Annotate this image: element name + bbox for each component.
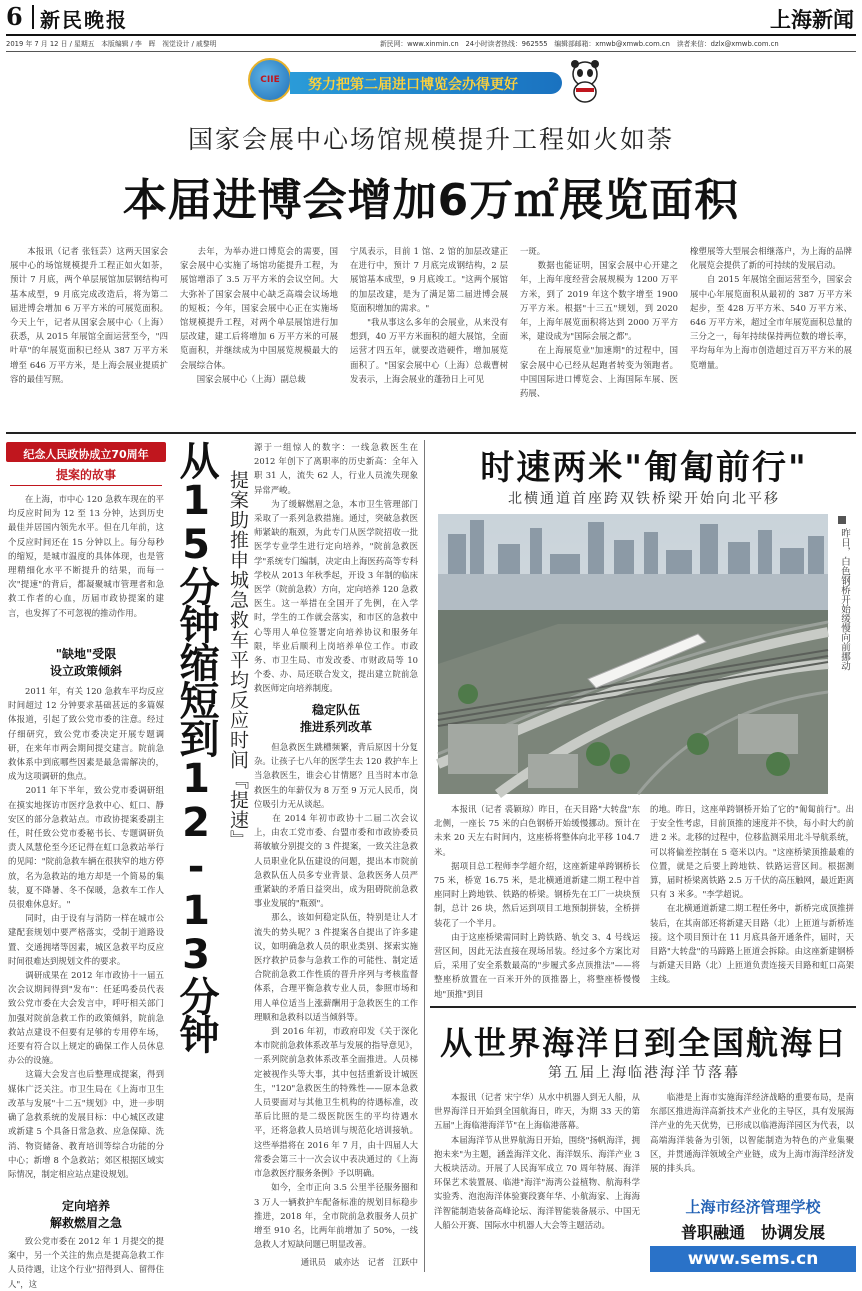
ambulance-headline: 从15分钟缩短到12-13分钟 [173, 440, 219, 1052]
ambulance-byline: 通讯员 戚亦达 记者 江跃中 [300, 1257, 418, 1267]
bridge-headline: 时速两米"匍匐前行" [480, 448, 808, 488]
masthead-divider [32, 5, 34, 29]
expo-col-2: 去年，为举办进口博览会的需要，国家会展中心实施了场馆功能提升工程，为展馆增添了 3.5 万平方米的会议空间。大大弥补了国家会展中心缺乏高端会议场地的短板；今年，国家会展中心正在实施场馆规模提升工程，对两个单层展馆进行加层改建，建工后将增加 6 万平方米的可展览面积，并继续成为中国展览规模最大的会展综合体。 国家会展中心（上海）副总裁 [180, 246, 338, 384]
photo-caption: 昨日，白色钢桥开始缓慢向前挪动 [839, 528, 850, 671]
paper-name: 新民晚报 [40, 8, 128, 32]
section-name: 上海新闻 [770, 8, 854, 32]
info-rule [6, 51, 856, 52]
expo-col-3: 宁凤表示，目前 1 馆、2 馆的加层改建正在进行中，预计 7 月底完成钢结构，2 层展馆基本成型，9 月底竣工。"这两个展馆的加层改建，是为了满足第二届进博会展览面积增加的需求。" "我从事这么多年的会展业，从来没有想到，40 万平方米面积的超大展馆，全面运营才四五年，就要改造硬件，增加展览面积了。"国家会展中心（上海）总裁曹树发表示，上海会展业的蓬勃日上可见 [350, 246, 508, 384]
page-number: 6 [6, 2, 23, 31]
ambulance-subhead: 提案助推申城急救车平均反应时间『提速』 [227, 470, 249, 850]
slogan-bar [290, 72, 562, 94]
school-slogan: 普职融通 协调发展 [680, 1223, 825, 1242]
column-name: 提案的故事 [55, 468, 116, 482]
ciie-banner [246, 58, 612, 104]
section-rule [6, 432, 856, 434]
bridge-subhead: 北横通道首座跨双铁桥梁开始向北平移 [508, 491, 780, 507]
ambulance-col-1c: 致公党市委在 2012 年 1 月提交的提案中，另一个关注的焦点是提高急救工作人员待遇，让这个行业"招得到人、留得住人"，这 [8, 1236, 164, 1289]
ocean-headline: 从世界海洋日到全国航海日 [439, 1024, 848, 1062]
cppcc-tag [6, 442, 166, 462]
section-title-3: 稳定队伍 推进系列改革 [299, 703, 372, 734]
ambulance-col-1b: 2011 年，有关 120 急救车平均反应时间超过 12 分钟要求基础甚远的多篇媒体报道，引起了致公党市委的注意。经过仔细研究，致公党市委决定开展专题调研，在来年市两会期间提交建言。院前急救体系中到底哪些因素是最急需解决的，成为这项调研的焦点。 2011 年下半年，致公党市委调研组在摸实地探访市医疗急救中心、虹口、静安区的部分急救站点。市政协提案委副主任，时任致公党市委秘书长、专题调研负责人凤慧伦至今还记得在虹口急救站举行的见闻："院前急救车辆在很狭窄的地方停放，名为急救站的地方却是一个简易的集装，夏不降暑、冬不保暖，急救车工作人员很难休息好。" 同时，由于设有与消防一样在城市公建配套规划中要严格落实，受制于道路设置、交通拥堵等因素，城区急救平均反应时间很难达到规划文件的要求。 调研成果在 2012 年市政协十一届五次会议期间得到"发布"：任延鸣委员代表致公党市委在大会发言中，呼吁相关部门加强对院前急救工作的政策倾斜，院前急救站点建设不但要有足够的专用停车场，还要有符合以上规定的确保工作人员休息办公的设施。 这篇大会发言也后整理成提案，得到媒体广泛关注。市卫生局在《上海市卫生改革与发展"十二五"规划》中，进一步明确了急救系统的发展目标：中心城区改建或新建 5 个具备日常急救、应急保障、洗消、物资储备、教育培训等综合功能的分中心；新增 8 个急救站；郊区根据区域实际情况，制定相应站点建设规划。 [8, 686, 164, 1179]
caption-marker [838, 516, 846, 524]
school-ad [650, 1196, 856, 1276]
contact-info: 新民网：www.xinmin.cn 24小时读者热线：962555 编辑部邮箱：xmwb@xmwb.com.cn 读者来信：dzlx@xmwb.com.cn [380, 40, 779, 48]
expo-kicker: 国家会展中心场馆规模提升工程如火如荼 [187, 125, 674, 154]
ambulance-col-2b: 但急救医生跳槽频繁，背后原因十分复杂。让孩子七八年的医学生去 120 救护车上当急救医生，谁会心甘情愿？且当时本市急救医生的年薪仅为 8 万至 9 万元人民币，岗位吸引力无从谈起。 在 2014 年初市政协十二届二次会议上，由农工党市委、台盟市委和市政协委员蒋敏敏分别提交的 3 件提案，一致关注急救人员职业化队伍建设的问题，提出本市院前急救队伍人员多专业背景、急救医务人员严重紧缺的矛盾日益突出，成为阻碍院前急救事业发展的"瓶颈"。 那么，该如何稳定队伍，特别是让人才流失的势头呢？3 件提案各自提出了许多建议，如明确急救人员的职业类别、探索实施医疗救护员参与急救工作的可能性、制定适合院前急救工作性质的晋升序列与考核监督体系，合理平衡急救专业人员，参照市场和用人单位适当上涨薪酬用于急救医生的工作理顺和急救科以适当倾斜等。 到 2016 年初，市政府印发《关于深化本市院前急救体系改革与发展的指导意见》，一系列院前急救体系改革全面推进。人员梯定被视作头等大事，其中包括重新设计城医生，"120"急救医生的特殊性——原本急救人员要面对与其他卫生机构的待遇标准，改革后比照的是二级医院医生的平均待遇水平，还将急救人员培训与规范化培训接轨。这些举措将在 2016 年 7 月，由十四届人大常委会第三十一次会议中表决通过的《上海市急救医疗服务条例》予以明确。 如今，全市正向 3.5 公里半径服务圈和 3 万人一辆救护车配备标准的规划目标稳步推进，2018 年，全市院前急救服务人员扩增至 910 名，比两年前增加了 50%，一线急救人才短缺问题已明显改善。 [254, 742, 418, 1250]
section-title-2: 定向培养 解救燃眉之急 [49, 1199, 122, 1230]
cppcc-tag-text: 纪念人民政协成立70周年 [23, 448, 149, 461]
ciie-logo [248, 58, 292, 102]
school-website[interactable]: www.sems.cn [687, 1249, 819, 1269]
ambulance-col-2a: 源于一组惊人的数字：一线急救医生在 2012 年创下了离职率的历史新高：全年入职 31 人，流失 62 人，行业人员流失现象异常严峻。 为了缓解燃眉之急，本市卫生管理部门采取了一系列急救措施。通过，突破急救医师紧缺的瓶颈，为此专门从医学院招收一批医学专业学生进行定向培养，"院前急救医学"系统专门编制，决定由上海医药高等专科学校从 2013 年秋季起，开设 3 年制的临床医学（院前急救）方向，定向培养 120 急救医生。这一举措在全国开了先例，在入学时，学生的工作就会落实，和市区的急救中心等用人单位签署定向培养协议和服务年限，毕业后顺利上岗培养单位工作。市政务、市卫生局、市发改委、市财政局等 10 个委、办、局还联合发文，提出建立院前急救医师定向培养制度。 [254, 442, 418, 694]
banner-slogan: 努力把第二届进口博览会办得更好 [308, 77, 518, 93]
ambulance-intro: 在上海，市中心 120 急救车现在的平均反应时间为 12 至 13 分钟，达到历史最佳并居国内领先水平。但在几年前，这个反应时间还在 15 分钟以上。每分每秒的缩短，是城市温度的具体体现，也是管理精细化水平不断提升的结果，而每一次"提速"的背后，都凝聚城市管理者和急救工作者的心血，历届市政协提案的建言，也发挥了不可忽视的推动作用。 [8, 494, 164, 618]
mascot-panda [564, 58, 606, 104]
bridge-col-1: 本报讯（记者 裘颖琼）昨日，在天目路"大转盘"东北侧，一座长 75 米的白色钢桥开始缓慢挪动。预计在未来 20 天左右时间内，这座桥将整体向北平移 104.7 米。 据项目总工程师李学超介绍，这座新建单跨钢桥长 75 米，桥宽 16.75 米，是北横通道新建二期工程中首座同时上跨地铁、铁路的桥梁。钢桥先在工厂一块块预制，总计 26 块，然后运到项目工地预制拼装，全桥拼装花了一个半月。 由于这座桥梁需同时上跨铁路、轨交 3、4 号线运营区间，因此无法直接在现场吊装。经过多个方案比对后，采用了安全系数最高的"步履式多点顶推法"——将整座桥放置在一百米开外的顶推器上，将整座桥慢慢地"顶推"到目 [434, 804, 640, 999]
bridge-photo [438, 514, 828, 794]
expo-col-1: 本报讯（记者 张钰芸）这两天国家会展中心的场馆规模提升工程正如火如荼，预计 7 月底，两个单层展馆加层钢结构可基本成型，9 月底完成改造后，将为第二届进博会增加 6 万平方米的可展览面积。今天上午，记者从国家会展中心（上海）获悉，从 2015 年展馆全面运营至今，"四叶草"的年展览面积已经从 387 万平方米增至 646 万平方米，是上海会展业提质扩容的最佳写照。 [10, 246, 168, 384]
ocean-rule [430, 1006, 856, 1008]
ocean-col-2: 临港是上海市实施海洋经济战略的重要布局，是南东部区推进海洋高新技术产业化的主导区，具有发展海洋产业的先天优势，已形成以临港海洋园区为代表，以高端海洋装备为引领，以智能制造为特色的产业集聚区，并贯通海洋领域全产业链，成为上海市海洋经济发展的排头兵。 [650, 1092, 854, 1174]
column-divider [424, 440, 425, 1272]
expo-headline: 本届进博会增加6万㎡展览面积 [122, 175, 740, 226]
ocean-subhead: 第五届上海临港海洋节落幕 [548, 1065, 740, 1081]
ciie-logo-text: CIIE [260, 75, 280, 85]
school-website-bar [650, 1246, 856, 1272]
section-title-1: "缺地"受限 设立政策倾斜 [49, 647, 122, 678]
column-name-rule [10, 485, 162, 486]
expo-col-4: 一斑。 数据也能证明，国家会展中心开建之年，上海年度经营会展规模为 1200 万平方米，到了 2019 年这个数字增至 1900 万平方米。根据"十三五"规划，到 2020 年，上海年展览面积将达到 2000 万平方米，建设成为"国际会展之都"。 在上海展览业"加速期"的过程中，国家会展中心已经从起跑者转变为领跑者。中国国际进口博览会、上海国际车展、医药展、 [520, 246, 678, 399]
school-name: 上海市经济管理学校 [685, 1198, 821, 1216]
publication-info: 2019 年 7 月 12 日 / 星期五 本版编辑 / 李 晖 视觉设计 / 戚黎明 [6, 40, 217, 48]
masthead-rule [6, 34, 856, 36]
bridge-col-2: 的地。昨日，这座单跨钢桥开始了它的"匍匐前行"。出于安全性考虑，目前顶推的速度并不快，每小时大约前进 2 米。北移的过程中，位移监测采用北斗导航系统，可以将偏差控制在 5 毫米以内。"这座桥梁顶推最难的位置，就是之后要上跨地铁、铁路运营区间。根据测算，届时桥梁离铁路 2.5 万千伏的高压触网，最近距离只有 3 米多。"李学超说。 在北横通道新建二期工程任务中，新桥完成顶推拼装后，在其南部还将新建天目路（北）上匝道与新桥连接。这个项目预计在 11 月底具备开通条件，届时，天目路"大转盘"的马蹄路上匝道会拆除。由这座新建钢桥与新建天目路（北）上匝道负责连接天目路和虹口高架主线。 [650, 804, 854, 985]
expo-col-5: 橡塑展等大型展会相继落户，为上海的品牌化展览会提供了新的可持续的发展启动。 自 2015 年展馆全面运营至今，国家会展中心年展览面积从最初的 387 万平方米起步，至 428 万平方米、540 万平方米、646 万平方米，超过全市年展览面积总量的三分之一，每年持续保持两位数的增长率，平均每年为上海市创造超过百万平方米的展览增量。 [690, 246, 852, 370]
ocean-col-1: 本报讯（记者 宋宁华）从水中机器人到无人船，从世界海洋日开始到全国航海日，昨天，为期 33 天的第五届"上海临港海洋节"在上海临港落幕。 本届海洋节从世界航海日开始，围绕"扬帆海洋，拥抱未来"为主题，涵盖海洋文化、海洋娱乐、海洋产业 3 大板块活动。开展了人民海军成立 70 周年特展、海洋环保艺术装置展、临港"海洋"海湾公益植物、航海科学实验秀、泡泡海洋体验赛段赛年华、小航海家、上海海洋智能制造装备高峰论坛、海洋智能装备展示、中国无人船公开赛、国际水中机器人大会等主题活动。 [434, 1092, 640, 1230]
